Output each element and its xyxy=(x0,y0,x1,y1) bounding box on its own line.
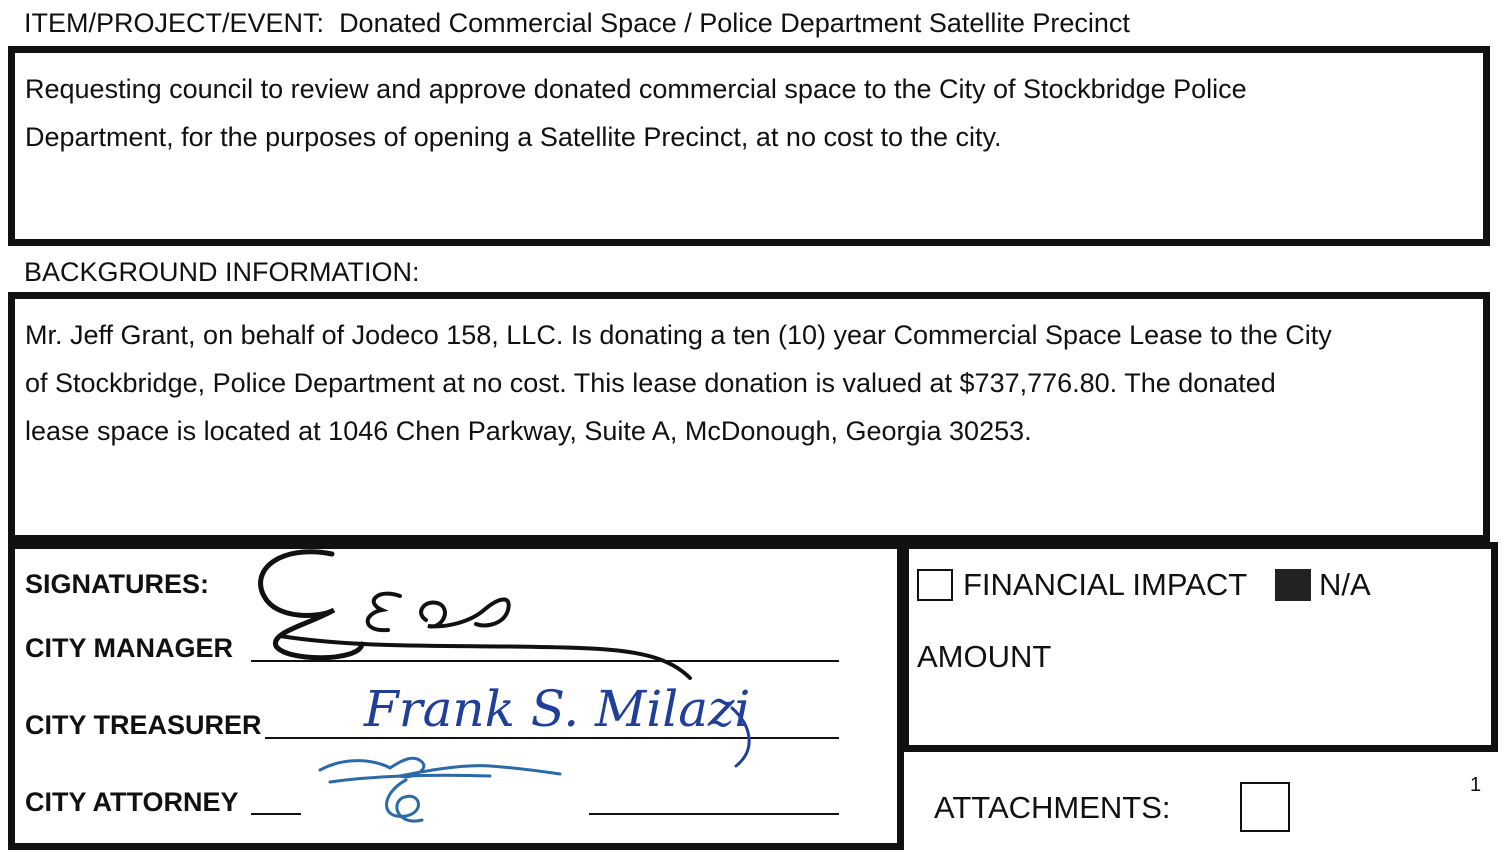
item-description-box xyxy=(8,46,1490,246)
city-attorney-signature-line-right xyxy=(589,813,839,815)
item-project-event-heading xyxy=(24,8,1130,39)
attachments-label: ATTACHMENTS: xyxy=(934,790,1171,825)
page-number: 1 xyxy=(1470,774,1482,796)
financial-impact-label: FINANCIAL IMPACT xyxy=(963,567,1248,602)
na-label: N/A xyxy=(1319,567,1371,602)
background-line: Mr. Jeff Grant, on behalf of Jodeco 158, LLC. Is donating a ten (10) year Commercial Space Lease to the City xyxy=(25,320,1332,350)
city-attorney-label: CITY ATTORNEY xyxy=(25,787,239,817)
background-heading: BACKGROUND INFORMATION: xyxy=(24,257,420,287)
item-project-event-value: Donated Commercial Space / Police Department Satellite Precinct xyxy=(339,8,1130,38)
city-treasurer-signature-text: Frank S. Milazi xyxy=(364,680,751,738)
city-attorney-signature-line-left xyxy=(251,813,301,815)
amount-label: AMOUNT xyxy=(917,639,1052,674)
city-treasurer-label: CITY TREASURER xyxy=(25,710,262,740)
background-box xyxy=(8,292,1490,542)
item-description-line: Department, for the purposes of opening a Satellite Precinct, at no cost to the city. xyxy=(25,122,1002,152)
city-manager-signature xyxy=(250,540,720,680)
financial-impact-box xyxy=(902,542,1498,752)
signatures-heading: SIGNATURES: xyxy=(25,569,210,599)
background-text xyxy=(25,311,1332,455)
financial-impact-checkbox[interactable] xyxy=(917,569,953,601)
item-description-line: Requesting council to review and approve donated commercial space to the City of Stockbridge Police xyxy=(25,74,1247,104)
city-manager-label: CITY MANAGER xyxy=(25,633,234,663)
na-checkbox[interactable] xyxy=(1275,569,1311,601)
item-project-event-label: ITEM/PROJECT/EVENT: xyxy=(24,8,325,38)
background-line: lease space is located at 1046 Chen Parkway, Suite A, McDonough, Georgia 30253. xyxy=(25,416,1032,446)
item-description xyxy=(25,65,1247,161)
city-attorney-signature xyxy=(310,750,570,830)
background-line: of Stockbridge, Police Department at no cost. This lease donation is valued at $737,776.80. The donated xyxy=(25,368,1276,398)
attachments-checkbox[interactable] xyxy=(1240,782,1290,832)
